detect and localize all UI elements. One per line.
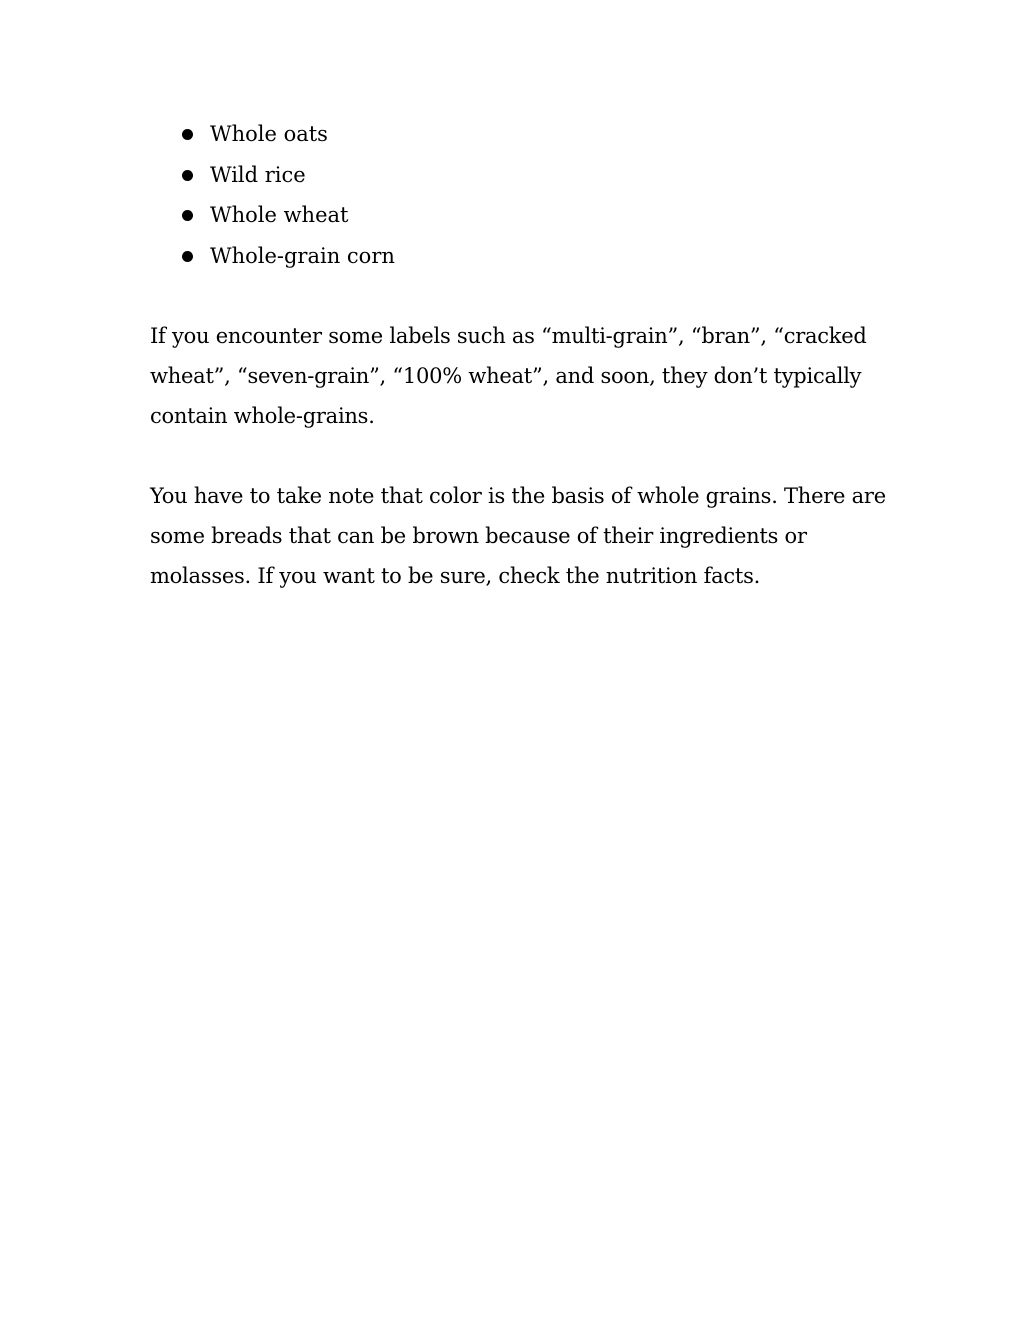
labels-paragraph: If you encounter some labels such as “multi-grain”, “bran”, “cracked wheat”, “seven-grain”, “100% wheat”, and soon, they don’t typically contain whole-grains. [150,324,867,428]
list-item [150,236,890,277]
list-item-text: Whole oats [210,122,328,146]
bullet-icon [182,210,193,221]
bullet-icon [182,170,193,181]
list-item [150,195,890,236]
document-page [150,114,890,596]
bullet-icon [182,129,193,140]
color-paragraph: You have to take note that color is the basis of whole grains. There are some breads that can be brown because of their ingredients or molasses. If you want to be sure, check the nutrition facts. [150,484,886,588]
grain-bullet-list [150,114,890,276]
list-item-text: Wild rice [210,162,306,187]
bullet-icon [182,251,193,262]
list-item-text: Whole wheat [210,203,349,227]
list-item-text: Whole-grain corn [210,243,395,268]
list-item [150,114,890,155]
list-item [150,155,890,196]
